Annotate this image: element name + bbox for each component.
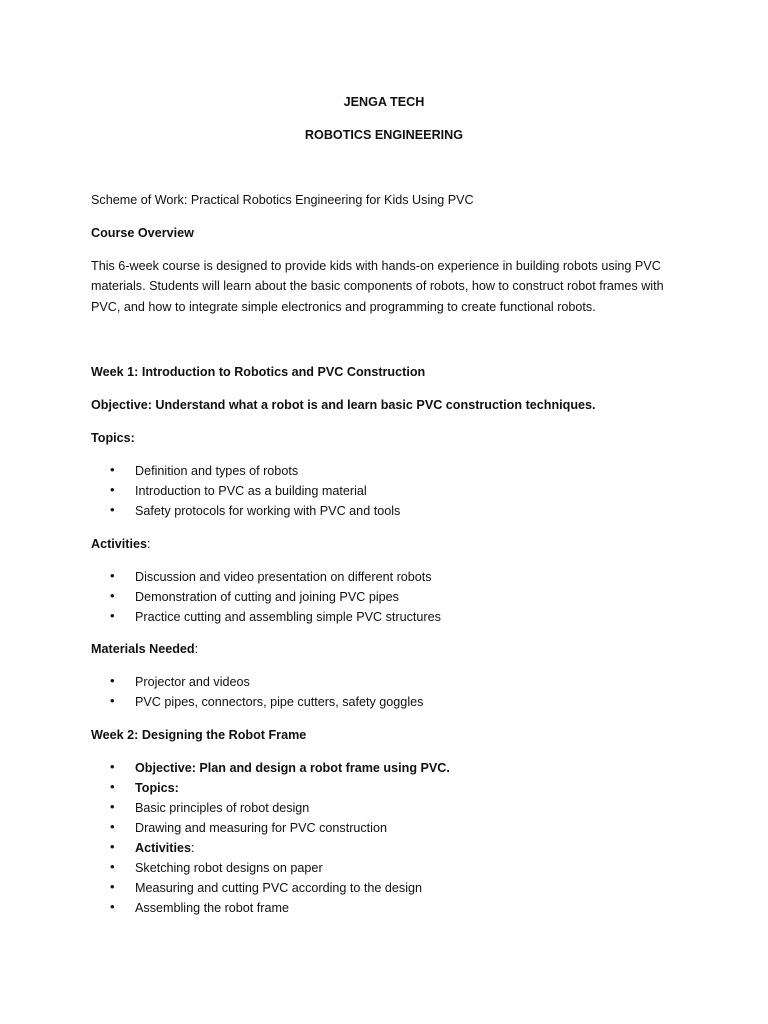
bullet-icon: •: [110, 673, 115, 688]
week2-topics-label: Topics:: [135, 781, 179, 795]
bullet-icon: •: [110, 879, 115, 894]
week1-materials-label: [91, 641, 198, 657]
overview-line-1: This 6-week course is designed to provide kids with hands-on experience in building robots using PVC: [91, 259, 661, 273]
bullet-icon: •: [110, 839, 115, 854]
overview-line-3: PVC, and how to integrate simple electronics and programming to create functional robots.: [91, 300, 596, 314]
bullet-icon: •: [110, 799, 115, 814]
week1-objective: Objective: Understand what a robot is and learn basic PVC construction techniques.: [91, 398, 596, 412]
week1-activity-3: Practice cutting and assembling simple PVC structures: [135, 610, 441, 624]
bullet-icon: •: [110, 482, 115, 497]
week2-heading: Week 2: Designing the Robot Frame: [91, 728, 307, 742]
bullet-icon: •: [110, 819, 115, 834]
week1-material-1: Projector and videos: [135, 675, 250, 689]
week2-topic-2: Drawing and measuring for PVC construction: [135, 821, 387, 835]
week1-heading: Week 1: Introduction to Robotics and PVC Construction: [91, 365, 426, 379]
overview-line-2: materials. Students will learn about the basic components of robots, how to construct robot frames with: [91, 279, 664, 293]
bullet-icon: •: [110, 899, 115, 914]
bullet-icon: •: [110, 693, 115, 708]
colon: :: [147, 537, 151, 551]
bullet-icon: •: [110, 859, 115, 874]
week2-topic-1: Basic principles of robot design: [135, 801, 310, 815]
week2-activity-3: Assembling the robot frame: [135, 901, 289, 915]
scheme-title: Scheme of Work: Practical Robotics Engineering for Kids Using PVC: [91, 193, 474, 207]
week1-activity-1: Discussion and video presentation on different robots: [135, 570, 432, 584]
bullet-icon: •: [110, 502, 115, 517]
week1-material-2: PVC pipes, connectors, pipe cutters, safety goggles: [135, 695, 424, 709]
week1-activity-2: Demonstration of cutting and joining PVC pipes: [135, 590, 399, 604]
colon: :: [194, 642, 199, 656]
week1-topic-2: Introduction to PVC as a building material: [135, 484, 367, 498]
bullet-icon: •: [110, 779, 115, 794]
bullet-icon: •: [110, 759, 115, 774]
week1-activities-label: [91, 536, 151, 552]
bullet-icon: •: [110, 568, 115, 583]
bullet-icon: •: [110, 608, 115, 623]
bullet-icon: •: [110, 462, 115, 477]
week2-objective: Objective: Plan and design a robot frame using PVC.: [135, 761, 450, 775]
week1-topic-1: Definition and types of robots: [135, 464, 299, 478]
org-title: JENGA TECH: [343, 95, 425, 109]
bullet-icon: •: [110, 588, 115, 603]
colon: :: [191, 841, 195, 855]
overview-heading: Course Overview: [91, 226, 194, 240]
week2-activities-label-text: Activities: [135, 841, 191, 855]
week1-materials-label-text: Materials Needed: [91, 642, 195, 656]
week2-activity-2: Measuring and cutting PVC according to the design: [135, 881, 423, 895]
week1-topic-3: Safety protocols for working with PVC and tools: [135, 504, 401, 518]
dept-title: ROBOTICS ENGINEERING: [304, 128, 464, 142]
week2-activities-label: [135, 840, 195, 856]
week1-activities-label-text: Activities: [91, 537, 147, 551]
week2-activity-1: Sketching robot designs on paper: [135, 861, 323, 875]
week1-topics-label: Topics:: [91, 431, 135, 445]
